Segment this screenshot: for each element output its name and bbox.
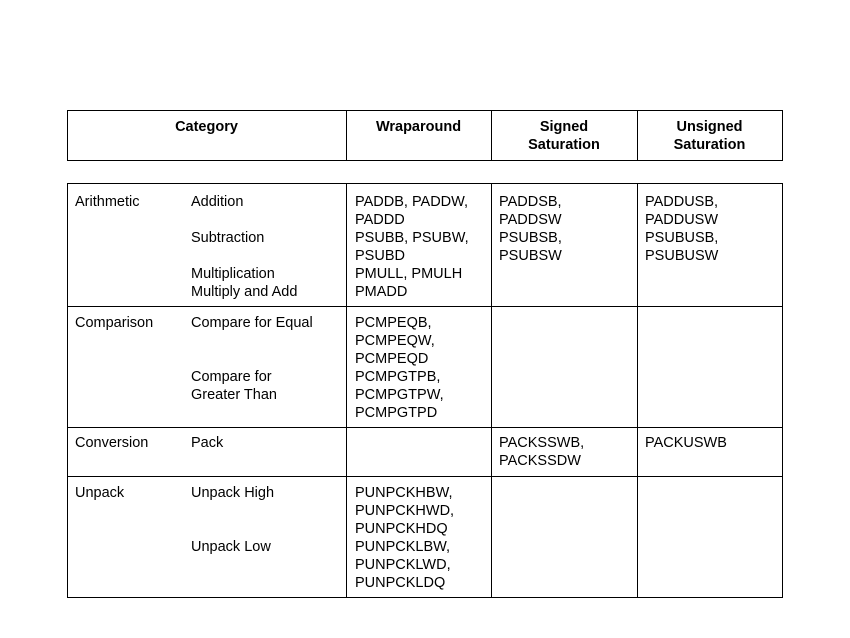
instruction: PUNPCKLBW, [355, 539, 451, 555]
row-subcategory: Compare for Equal [191, 315, 313, 331]
instruction: PUNPCKLDQ [355, 575, 446, 591]
instruction: PACKSSDW [499, 453, 581, 469]
instruction: PADDUSB, [645, 194, 719, 210]
header-wraparound: Wraparound [375, 119, 462, 135]
col-border [491, 183, 492, 598]
row-signed-cell [499, 434, 584, 470]
instruction: PCMPEQW, [355, 333, 435, 349]
row-subcategory: Multiply and Add [191, 284, 298, 300]
table-top-border [67, 110, 783, 111]
col-border [637, 183, 638, 598]
instruction: PACKSSWB, [499, 435, 585, 451]
instruction: PUNPCKHDQ [355, 521, 448, 537]
col-border [346, 183, 347, 598]
instruction: PUNPCKHWD, [355, 503, 455, 519]
row-divider [67, 476, 783, 477]
row-wraparound-cell [355, 314, 444, 422]
instruction: PSUBB, PSUBW, [355, 230, 469, 246]
instruction: PSUBUSB, [645, 230, 719, 246]
header-signed-line: Signed [539, 119, 589, 135]
row-divider [67, 306, 783, 307]
row-subcategory: Greater Than [191, 387, 277, 403]
row-wraparound-cell [355, 484, 454, 592]
row-subcategory: Multiplication [191, 266, 275, 282]
header-unsigned-saturation [637, 118, 782, 154]
row-unsigned-cell [645, 434, 727, 452]
instruction: PCMPGTPD [355, 405, 438, 421]
header-signed-line: Saturation [528, 137, 600, 153]
row-category: Unpack [75, 485, 125, 501]
header-category: Category [175, 119, 238, 135]
instruction: PSUBSW [499, 248, 562, 264]
col-border [782, 110, 783, 161]
header-bottom-border [67, 160, 783, 161]
instruction: PCMPEQB, [355, 315, 432, 331]
body-top-border [67, 183, 783, 184]
instruction: PCMPEQD [355, 351, 429, 367]
row-subcategory: Compare for [191, 369, 272, 385]
row-subcategory: Unpack Low [191, 539, 271, 555]
instruction: PADDB, PADDW, [355, 194, 469, 210]
instruction: PSUBD [355, 248, 405, 264]
row-unsigned-cell [645, 193, 718, 265]
instruction: PADDUSW [645, 212, 719, 228]
instruction: PACKUSWB [645, 435, 727, 451]
header-signed-saturation [491, 118, 637, 154]
instruction: PMADD [355, 284, 408, 300]
instruction: PMULL, PMULH [355, 266, 463, 282]
col-border [782, 183, 783, 598]
row-category: Comparison [75, 315, 154, 331]
instruction: PADDD [355, 212, 405, 228]
table-bottom-border [67, 597, 783, 598]
header-unsigned-line: Saturation [673, 137, 746, 153]
instruction: PADDSB, [499, 194, 562, 210]
row-subcategory: Pack [191, 435, 224, 451]
row-divider [67, 427, 783, 428]
instruction: PADDSW [499, 212, 562, 228]
instruction: PSUBUSW [645, 248, 719, 264]
instruction: PUNPCKHBW, [355, 485, 453, 501]
row-subcategory: Addition [191, 194, 244, 210]
header-unsigned-line: Unsigned [676, 119, 743, 135]
instruction: PSUBSB, [499, 230, 562, 246]
instruction: PCMPGTPB, [355, 369, 441, 385]
instruction: PUNPCKLWD, [355, 557, 451, 573]
row-subcategory: Subtraction [191, 230, 265, 246]
row-category: Conversion [75, 435, 149, 451]
row-signed-cell [499, 193, 562, 265]
row-category: Arithmetic [75, 194, 140, 210]
col-border [67, 183, 68, 598]
row-wraparound-cell [355, 193, 469, 301]
instruction: PCMPGTPW, [355, 387, 444, 403]
row-subcategory: Unpack High [191, 485, 275, 501]
